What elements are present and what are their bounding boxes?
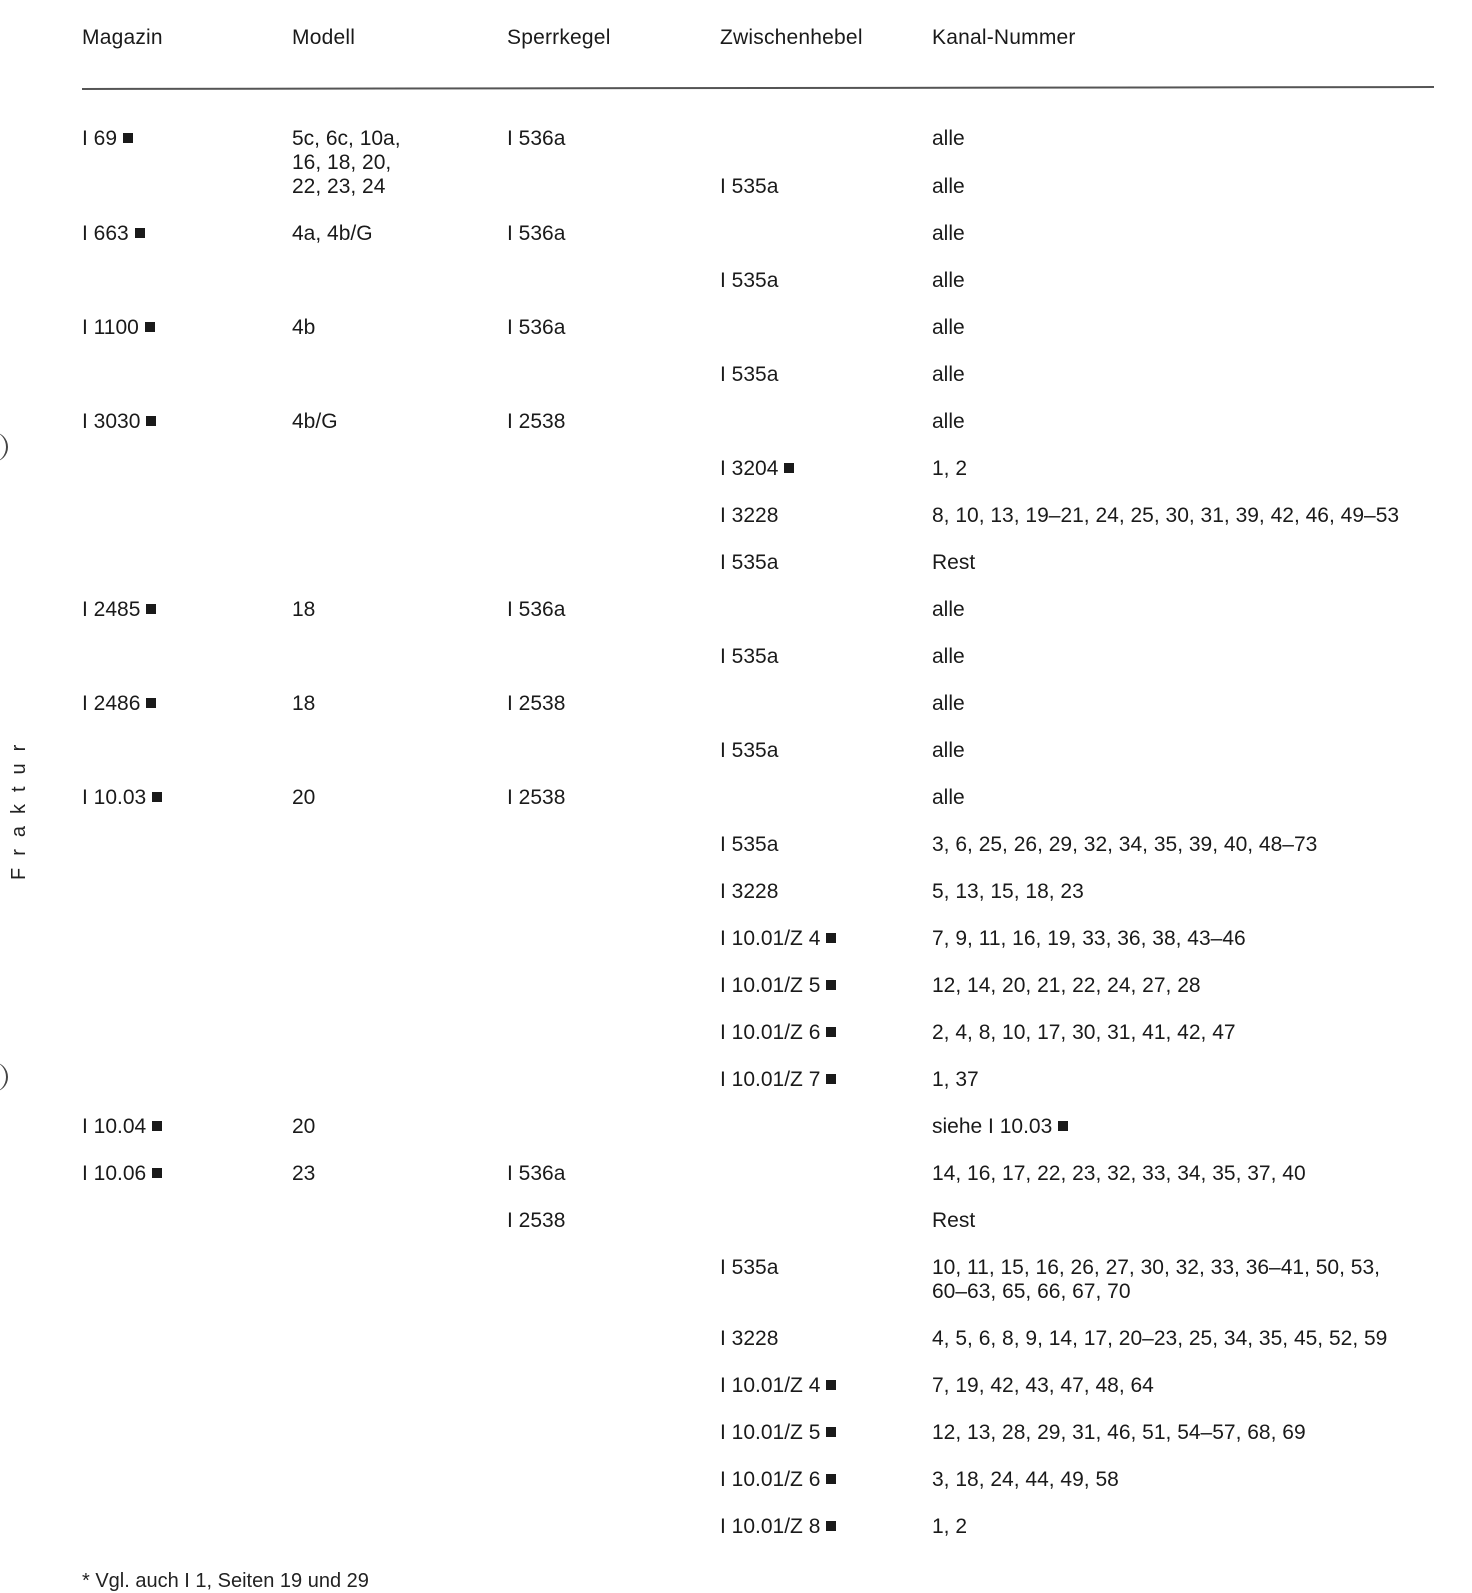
cell-kanal [932, 927, 1246, 951]
cell-magazin [82, 222, 145, 246]
zwischenhebel-text: I 535a [720, 175, 779, 198]
kanal-text: 3, 18, 24, 44, 49, 58 [932, 1468, 1119, 1491]
filled-square-icon [826, 1027, 836, 1037]
cell-kanal [932, 316, 965, 340]
filled-square-icon [146, 604, 156, 614]
magazin-text: I 663 [82, 222, 129, 245]
sperrkegel-text: I 536a [507, 222, 566, 245]
sperrkegel-text: I 536a [507, 598, 566, 621]
zwischenhebel-text: I 10.01/Z 7 [720, 1068, 821, 1091]
kanal-text: alle [932, 175, 965, 198]
cell-zwischenhebel [720, 269, 778, 293]
cell-kanal [932, 974, 1201, 998]
zwischenhebel-text: I 10.01/Z 5 [720, 974, 821, 997]
cell-modell [292, 127, 401, 199]
cell-sperrkegel [507, 1209, 565, 1233]
sperrkegel-text: I 536a [507, 127, 566, 150]
kanal-text: alle [932, 316, 965, 339]
cell-modell [292, 598, 315, 622]
cell-modell [292, 1162, 315, 1186]
filled-square-icon [145, 322, 155, 332]
filled-square-icon [826, 1380, 836, 1390]
cell-zwischenhebel [720, 504, 778, 528]
cell-zwischenhebel [720, 1021, 836, 1045]
cell-modell [292, 1115, 315, 1139]
magazin-text: I 1100 [82, 316, 139, 339]
kanal-text: 12, 13, 28, 29, 31, 46, 51, 54–57, 68, 69 [932, 1421, 1306, 1444]
cell-zwischenhebel [720, 1374, 836, 1398]
modell-text: 23 [292, 1162, 316, 1185]
kanal-text: alle [932, 692, 965, 715]
magazin-text: I 69 [82, 127, 118, 150]
filled-square-icon [826, 1427, 836, 1437]
cell-kanal [932, 1115, 1068, 1139]
header-kanal-nummer: Kanal-Nummer [932, 26, 1076, 49]
cell-kanal [932, 1021, 1236, 1045]
cell-zwischenhebel [720, 880, 778, 904]
zwischenhebel-text: I 535a [720, 363, 779, 386]
cell-kanal [932, 645, 965, 669]
zwischenhebel-text: I 10.01/Z 4 [720, 1374, 821, 1397]
cell-kanal [932, 457, 967, 481]
zwischenhebel-text: I 535a [720, 1256, 779, 1279]
zwischenhebel-text: I 10.01/Z 6 [720, 1468, 821, 1491]
cell-kanal [932, 175, 965, 199]
kanal-text: alle [932, 410, 965, 433]
header-sperrkegel: Sperrkegel [507, 26, 611, 49]
cell-magazin [82, 410, 156, 434]
cell-zwischenhebel [720, 175, 778, 199]
cell-zwischenhebel [720, 363, 778, 387]
header-magazin: Magazin [82, 26, 163, 49]
cell-kanal [932, 410, 965, 434]
cell-kanal [932, 833, 1317, 857]
cell-zwischenhebel [720, 551, 778, 575]
kanal-text: 1, 37 [932, 1068, 979, 1091]
kanal-text: alle [932, 786, 965, 809]
cell-zwischenhebel [720, 1468, 836, 1492]
kanal-text: 12, 14, 20, 21, 22, 24, 27, 28 [932, 974, 1201, 997]
filled-square-icon [146, 698, 156, 708]
modell-text: 4b/G [292, 410, 338, 433]
cell-kanal [932, 1421, 1306, 1445]
cell-modell [292, 410, 338, 434]
sperrkegel-text: I 536a [507, 316, 566, 339]
filled-square-icon [826, 1474, 836, 1484]
cell-zwischenhebel [720, 833, 778, 857]
kanal-text: Rest [932, 551, 976, 574]
zwischenhebel-text: I 10.01/Z 6 [720, 1021, 821, 1044]
cell-kanal [932, 1468, 1119, 1492]
kanal-text: 10, 11, 15, 16, 26, 27, 30, 32, 33, 36–41, 50, 53, 60–63, 65, 66, 67, 70 [932, 1256, 1380, 1303]
cell-kanal [932, 880, 1084, 904]
cell-sperrkegel [507, 316, 565, 340]
filled-square-icon [135, 228, 145, 238]
kanal-text: alle [932, 739, 965, 762]
filled-square-icon [826, 933, 836, 943]
filled-square-icon [784, 463, 794, 473]
punch-hole-mark [0, 432, 8, 462]
cell-magazin [82, 786, 162, 810]
header-modell: Modell [292, 26, 356, 49]
cell-modell [292, 316, 315, 340]
cell-kanal [932, 692, 965, 716]
magazin-text: I 3030 [82, 410, 141, 433]
cell-kanal [932, 1162, 1306, 1186]
cell-sperrkegel [507, 410, 565, 434]
filled-square-icon [1058, 1121, 1068, 1131]
modell-text: 4a, 4b/G [292, 222, 373, 245]
zwischenhebel-text: I 3228 [720, 1327, 779, 1350]
filled-square-icon [826, 980, 836, 990]
cell-sperrkegel [507, 786, 565, 810]
kanal-text: Rest [932, 1209, 976, 1232]
zwischenhebel-text: I 10.01/Z 4 [720, 927, 821, 950]
zwischenhebel-text: I 3204 [720, 457, 779, 480]
kanal-text: 1, 2 [932, 457, 968, 480]
magazin-text: I 10.04 [82, 1115, 147, 1138]
magazin-text: I 10.06 [82, 1162, 147, 1185]
sperrkegel-text: I 2538 [507, 692, 566, 715]
cell-kanal [932, 739, 965, 763]
cell-magazin [82, 316, 155, 340]
zwischenhebel-text: I 535a [720, 833, 779, 856]
cell-zwischenhebel [720, 1327, 778, 1351]
cell-magazin [82, 692, 156, 716]
cell-zwischenhebel [720, 974, 836, 998]
cell-magazin [82, 1115, 162, 1139]
sperrkegel-text: I 2538 [507, 410, 566, 433]
kanal-text: 14, 16, 17, 22, 23, 32, 33, 34, 35, 37, 40 [932, 1162, 1306, 1185]
filled-square-icon [152, 792, 162, 802]
kanal-text: 2, 4, 8, 10, 17, 30, 31, 41, 42, 47 [932, 1021, 1236, 1044]
cell-kanal [932, 1256, 1380, 1304]
cell-modell [292, 786, 315, 810]
modell-text: 18 [292, 692, 316, 715]
filled-square-icon [152, 1168, 162, 1178]
cell-kanal [932, 1068, 979, 1092]
cell-kanal [932, 269, 965, 293]
zwischenhebel-text: I 10.01/Z 8 [720, 1515, 821, 1538]
cell-zwischenhebel [720, 457, 794, 481]
cell-magazin [82, 127, 133, 151]
cell-kanal [932, 504, 1399, 528]
zwischenhebel-text: I 535a [720, 551, 779, 574]
cell-magazin [82, 598, 156, 622]
cell-sperrkegel [507, 1162, 565, 1186]
zwischenhebel-text: I 535a [720, 269, 779, 292]
cell-kanal [932, 786, 965, 810]
kanal-text: 7, 9, 11, 16, 19, 33, 36, 38, 43–46 [932, 927, 1246, 950]
filled-square-icon [152, 1121, 162, 1131]
header-rule [82, 86, 1434, 90]
magazin-text: I 10.03 [82, 786, 147, 809]
modell-text: 20 [292, 786, 316, 809]
cell-zwischenhebel [720, 1515, 836, 1539]
kanal-text: 3, 6, 25, 26, 29, 32, 34, 35, 39, 40, 48–73 [932, 833, 1318, 856]
kanal-text: alle [932, 127, 965, 150]
filled-square-icon [146, 416, 156, 426]
magazin-text: I 2485 [82, 598, 141, 621]
modell-text: 5c, 6c, 10a, 16, 18, 20, 22, 23, 24 [292, 127, 401, 198]
punch-hole-mark [0, 1062, 8, 1092]
cell-magazin [82, 1162, 162, 1186]
kanal-text: alle [932, 598, 965, 621]
kanal-text: alle [932, 363, 965, 386]
filled-square-icon [123, 133, 133, 143]
header-zwischenhebel: Zwischenhebel [720, 26, 863, 49]
cell-zwischenhebel [720, 739, 778, 763]
cell-zwischenhebel [720, 1068, 836, 1092]
footnote: * Vgl. auch I 1, Seiten 19 und 29 [82, 1570, 369, 1592]
kanal-text: 7, 19, 42, 43, 47, 48, 64 [932, 1374, 1154, 1397]
cell-zwischenhebel [720, 645, 778, 669]
cell-kanal [932, 1374, 1154, 1398]
kanal-text: 5, 13, 15, 18, 23 [932, 880, 1084, 903]
cell-sperrkegel [507, 222, 565, 246]
filled-square-icon [826, 1521, 836, 1531]
modell-text: 18 [292, 598, 316, 621]
cell-sperrkegel [507, 598, 565, 622]
filled-square-icon [826, 1074, 836, 1084]
cell-kanal [932, 1327, 1387, 1351]
zwischenhebel-text: I 10.01/Z 5 [720, 1421, 821, 1444]
cell-kanal [932, 363, 965, 387]
kanal-text: 1, 2 [932, 1515, 968, 1538]
cell-sperrkegel [507, 692, 565, 716]
cell-kanal [932, 551, 975, 575]
zwischenhebel-text: I 535a [720, 645, 779, 668]
kanal-text: 4, 5, 6, 8, 9, 14, 17, 20–23, 25, 34, 35, 45, 52, 59 [932, 1327, 1388, 1350]
cell-kanal [932, 127, 965, 151]
kanal-text: alle [932, 222, 965, 245]
magazin-text: I 2486 [82, 692, 141, 715]
kanal-text: 8, 10, 13, 19–21, 24, 25, 30, 31, 39, 42, 46, 49–53 [932, 504, 1400, 527]
cell-modell [292, 692, 315, 716]
cell-kanal [932, 222, 965, 246]
sperrkegel-text: I 2538 [507, 786, 566, 809]
cell-kanal [932, 1515, 967, 1539]
zwischenhebel-text: I 535a [720, 739, 779, 762]
cell-modell [292, 222, 373, 246]
cell-zwischenhebel [720, 1421, 836, 1445]
modell-text: 4b [292, 316, 316, 339]
kanal-text: siehe I 10.03 [932, 1115, 1053, 1138]
zwischenhebel-text: I 3228 [720, 880, 779, 903]
cell-zwischenhebel [720, 1256, 778, 1280]
cell-kanal [932, 1209, 975, 1233]
cell-kanal [932, 598, 965, 622]
side-label: Fraktur [8, 732, 30, 880]
sperrkegel-text: I 536a [507, 1162, 566, 1185]
modell-text: 20 [292, 1115, 316, 1138]
cell-zwischenhebel [720, 927, 836, 951]
kanal-text: alle [932, 645, 965, 668]
cell-sperrkegel [507, 127, 565, 151]
sperrkegel-text: I 2538 [507, 1209, 566, 1232]
zwischenhebel-text: I 3228 [720, 504, 779, 527]
kanal-text: alle [932, 269, 965, 292]
